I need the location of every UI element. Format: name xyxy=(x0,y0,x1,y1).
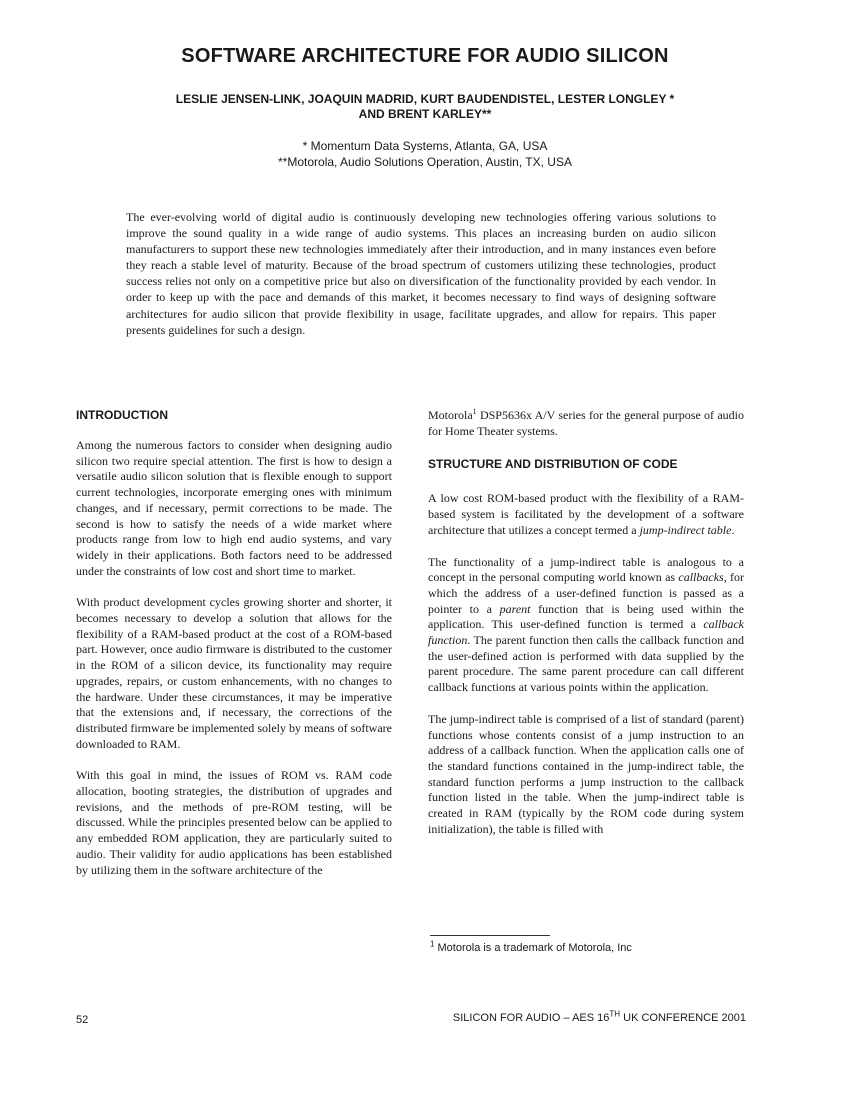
text-run: Motorola xyxy=(428,408,473,422)
footnote-marker: 1 xyxy=(472,407,477,416)
footnote-marker: 1 xyxy=(430,939,435,949)
left-column xyxy=(76,408,392,878)
text-run: UK CONFERENCE 2001 xyxy=(620,1012,746,1024)
emphasis-term: parent xyxy=(499,601,531,616)
text-run: DSP5636x A/V series for the general purpose of audio for Home Theater systems. xyxy=(428,408,744,438)
ordinal-suffix: TH xyxy=(609,1009,621,1019)
paper-title: SOFTWARE ARCHITECTURE FOR AUDIO SILICON xyxy=(181,45,669,67)
author-list xyxy=(100,92,750,122)
affiliation-line: **Motorola, Audio Solutions Operation, Austin, TX, USA xyxy=(278,155,572,169)
text-run: The functionality of a jump-indirect table is analogous to a concept in the personal computing world known as xyxy=(428,554,744,585)
footnote-text: Motorola is a trademark of Motorola, Inc xyxy=(434,942,632,954)
footnote-divider xyxy=(430,935,550,936)
author-line: AND BRENT KARLEY** xyxy=(358,107,492,121)
section-heading-structure: STRUCTURE AND DISTRIBUTION OF CODE xyxy=(428,457,678,472)
abstract: The ever-evolving world of digital audio is continuously developing new technologies offering various solutions to improve the sound quality in a wide range of audio systems. This places an increasing burden on audio silicon manufacturers to support these new technologies immediately after their introduction, and in many instances even before they reach a stable level of maturity. Because of the broad spectrum of customers utilizing these technologies, product success relies not only on a competitive price but also on diversification of the functionality provided by each vendor. In order to keep up with the pace and demands of this market, it becomes necessary to find ways of designing software architectures for audio silicon that provide flexibility in usage, facilitate upgrades, and allow for repairs. This paper presents guidelines for such a design. xyxy=(126,210,716,337)
intro-paragraph-1: Among the numerous factors to consider when designing audio silicon two require special attention. The first is how to design a versatile audio silicon solution that is flexible enough to support current technologies, incorporate emerging ones with minimum changes, and if necessary, permit corrections to be made. The second is how to satisfy the needs of a wide market where products range from low to high end audio systems, and vary widely in their applications. Both factors need to be addressed under the constraints of low cost and short time to market. xyxy=(76,438,392,578)
right-column xyxy=(428,408,744,837)
structure-paragraph-3: The jump-indirect table is comprised of a list of standard (parent) functions whose contents consist of a jump instruction to an address of a callback function. When the application calls one of the standard functions contained in the jump-indirect table, the standard function performs a jump instruction to the callback function listed in the table. When the jump-indirect table is created in RAM (typically by the ROM code during system initialization), the table is filled with xyxy=(428,711,744,836)
running-footer xyxy=(452,1009,746,1024)
text-run: . xyxy=(731,522,735,537)
affiliation-line: * Momentum Data Systems, Atlanta, GA, USA xyxy=(302,139,548,153)
affiliations xyxy=(150,138,700,170)
text-run: SILICON FOR AUDIO – AES 16 xyxy=(452,1012,610,1024)
structure-paragraph-1 xyxy=(428,491,744,538)
text-run: , for which the address of a user-defined function is passed as a pointer to a xyxy=(428,570,744,616)
emphasis-term: jump-indirect table xyxy=(639,522,732,537)
text-run: function that is being used within the application. This user-defined function is termed a xyxy=(428,601,744,632)
intro-paragraph-2: With product development cycles growing shorter and shorter, it becomes necessary to develop a solution that allows for the flexibility of a RAM-based product at the cost of a ROM-based part. However, once audio firmware is distributed to the customer in the ROM of a silicon device, its functionality may require upgrades, repairs, or custom enhancements, with no changes to the hardware. Under these circumstances, it may be imperative that the extensions and, if necessary, the corrections of the distributed firmware be implemented solely by means of software downloaded to RAM. xyxy=(76,595,392,751)
emphasis-term: callback function xyxy=(428,617,744,648)
footnote xyxy=(430,939,746,954)
intro-paragraph-3: With this goal in mind, the issues of ROM vs. RAM code allocation, booting strategies, the distribution of upgrades and revisions, and the methods of pre-ROM testing, will be discussed. While the principles presented below can be applied to any embedded ROM application, they are particularly suited to audio. Their validity for audio applications has been established by utilizing them in the software architecture of the xyxy=(76,768,392,877)
text-run: . The parent function then calls the callback function and the user-defined action is performed with data supplied by the parent procedure. The same parent procedure can call different callback functions at various points within the application. xyxy=(428,633,744,695)
emphasis-term: callbacks xyxy=(678,570,724,585)
text-run: A low cost ROM-based product with the flexibility of a RAM-based system is facilitated by the development of a software architecture that utilizes a concept termed a xyxy=(428,491,744,537)
intro-continuation xyxy=(428,408,744,439)
author-line: LESLIE JENSEN-LINK, JOAQUIN MADRID, KURT BAUDENDISTEL, LESTER LONGLEY * xyxy=(175,92,675,106)
section-heading-introduction: INTRODUCTION xyxy=(76,408,168,422)
page-number: 52 xyxy=(76,1014,89,1026)
structure-paragraph-2 xyxy=(428,555,744,696)
